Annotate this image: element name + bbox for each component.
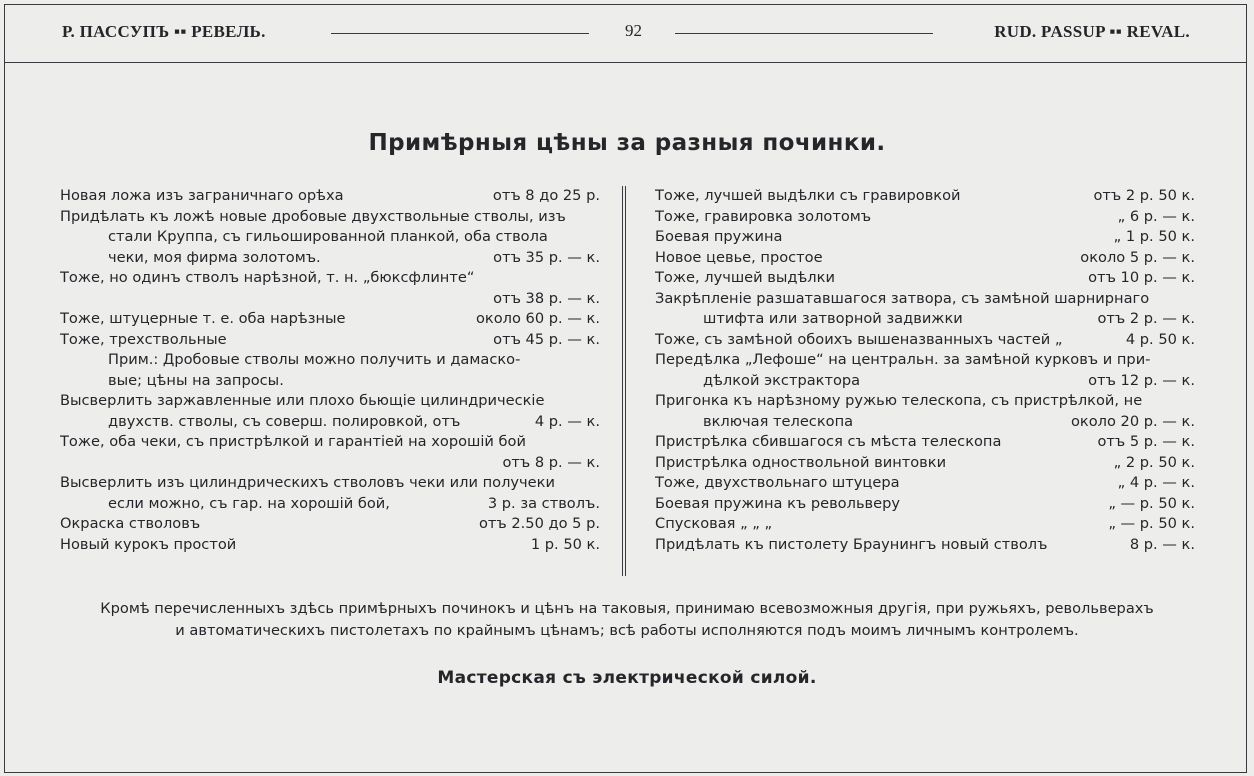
price-row-text: Тоже, съ замѣной обоихъ вышеназванныхъ частей „ [655, 330, 1063, 348]
price-row-price: „ 2 р. 50 к. [1113, 453, 1195, 471]
price-row-price: „ — р. 50 к. [1108, 494, 1195, 512]
price-row-text: Высверлить заржавленные или плохо бьющіе цилиндрическіе [60, 392, 545, 409]
price-row [60, 309, 600, 330]
price-row-price: „ — р. 50 к. [1108, 515, 1195, 532]
price-row [60, 207, 600, 228]
price-row [60, 227, 600, 248]
price-row-text [60, 289, 493, 310]
price-row-text [60, 453, 502, 474]
price-row-price: отъ 2 р. — к. [1097, 310, 1195, 327]
workshop-note: Мастерская съ электрической силой. [437, 668, 817, 688]
header-rule-right [675, 33, 933, 34]
header-left: Р. ПАССУПЪ ▪▪ РЕВЕЛЬ. [62, 22, 266, 41]
price-row [655, 432, 1195, 453]
price-row-text: Окраска стволовъ [60, 515, 201, 532]
price-row [60, 473, 600, 494]
price-row-text: Придѣлать къ пистолету Браунингъ новый стволъ [655, 535, 1048, 553]
price-row-price: отъ 2.50 до 5 р. [479, 515, 600, 532]
price-row [60, 494, 600, 515]
price-row [60, 535, 600, 556]
footer-line-2: и автоматическихъ пистолетахъ по крайнымъ цѣнамъ; всѣ работы исполняются подъ моимъ личнымъ контролемъ. [175, 622, 1079, 639]
price-row [60, 412, 600, 433]
footer-line-1: Кромѣ перечисленныхъ здѣсь примѣрныхъ починокъ и цѣнъ на таковыя, принимаю всевозможныя другія, при ружьяхъ, револьверахъ [100, 600, 1154, 617]
price-row-price: отъ 2 р. 50 к. [1093, 187, 1195, 204]
price-row-text: Тоже, гравировка золотомъ [655, 207, 872, 225]
price-row-price: около 20 р. — к. [1070, 412, 1195, 430]
price-row-text: штифта или затворной задвижки [703, 310, 963, 327]
price-row-text: Пристрѣлка сбившагося съ мѣста телескопа [655, 433, 1002, 450]
price-row-text: Новая ложа изъ заграничнаго орѣха [60, 187, 344, 204]
price-row [655, 309, 1195, 330]
price-row-price: 8 р. — к. [1129, 535, 1195, 553]
page-number: 92 [625, 21, 642, 40]
price-row-price: „ 4 р. — к. [1117, 474, 1195, 491]
price-row-price: 4 р. 50 к. [1125, 330, 1195, 348]
price-row-price: около 60 р. — к. [475, 310, 600, 327]
price-row [655, 330, 1195, 351]
price-list-right [655, 186, 1195, 555]
price-row-text: стали Круппа, съ гильошированной планкой, оба ствола [108, 228, 548, 245]
price-row-text: Тоже, лучшей выдѣлки [655, 269, 835, 286]
price-row-text: если можно, съ гар. на хорошій бой, [108, 494, 390, 512]
price-row-price: отъ 12 р. — к. [1088, 371, 1195, 389]
price-row [655, 535, 1195, 556]
footer-note [0, 598, 1254, 642]
price-row [60, 391, 600, 412]
price-row [655, 248, 1195, 269]
price-row [655, 289, 1195, 310]
price-row [655, 453, 1195, 474]
price-row-price: „ 6 р. — к. [1117, 207, 1195, 225]
price-row-text: вые; цѣны на запросы. [108, 371, 284, 389]
price-row [655, 227, 1195, 248]
price-row-price: 1 р. 50 к. [530, 535, 600, 553]
price-row-text: включая телескопа [703, 412, 854, 430]
price-row [60, 432, 600, 453]
price-row-text: Пригонка къ нарѣзному ружью телескопа, съ пристрѣлкой, не [655, 392, 1143, 409]
price-row-text: Новое цевье, простое [655, 248, 823, 266]
price-row [60, 330, 600, 351]
price-row [655, 268, 1195, 289]
price-row-price: отъ 38 р. — к. [493, 289, 600, 307]
price-row-text: Придѣлать къ ложѣ новые дробовые двухствольные стволы, изъ [60, 207, 566, 225]
price-row-text: дѣлкой экстрактора [703, 371, 861, 389]
header-rule-left [331, 33, 589, 34]
price-row-text: Пристрѣлка одноствольной винтовки [655, 453, 947, 471]
price-row-price: отъ 8 до 25 р. [492, 187, 600, 204]
price-row-text: Тоже, оба чеки, съ пристрѣлкой и гарантіей на хорошій бой [60, 433, 526, 450]
price-row [60, 289, 600, 310]
price-row-text: Спусковая „ „ „ [655, 515, 773, 532]
price-row-price: „ 1 р. 50 к. [1113, 228, 1195, 245]
price-row [60, 186, 600, 207]
price-row-text: Тоже, двухствольнаго штуцера [655, 474, 900, 491]
price-row-text: Боевая пружина [655, 228, 783, 245]
price-row-text: Тоже, но одинъ стволъ нарѣзной, т. н. „бюксфлинте“ [60, 269, 475, 286]
price-row-text: Новый курокъ простой [60, 535, 237, 553]
price-row [655, 412, 1195, 433]
column-divider [622, 186, 626, 576]
price-row-text: Высверлить изъ цилиндрическихъ стволовъ чеки или получеки [60, 474, 555, 491]
price-row [655, 186, 1195, 207]
price-list-left [60, 186, 600, 555]
price-row [60, 453, 600, 474]
price-row-price: отъ 8 р. — к. [502, 453, 600, 471]
price-row-text: Тоже, лучшей выдѣлки съ гравировкой [655, 187, 961, 204]
price-row [60, 371, 600, 392]
price-row-text: чеки, моя фирма золотомъ. [108, 248, 321, 266]
price-row-price: отъ 5 р. — к. [1097, 433, 1195, 450]
price-row-price: около 5 р. — к. [1080, 248, 1195, 266]
price-row [655, 514, 1195, 535]
price-row [60, 268, 600, 289]
price-row-text: Тоже, штуцерные т. е. оба нарѣзные [60, 310, 346, 327]
price-row [655, 207, 1195, 228]
price-row-text: двухств. стволы, съ соверш. полировкой, отъ [108, 412, 461, 430]
price-row-price: 3 р. за стволъ. [487, 494, 600, 512]
price-row [655, 494, 1195, 515]
price-row [655, 391, 1195, 412]
price-row [60, 248, 600, 269]
header-right: RUD. PASSUP ▪▪ REVAL. [994, 22, 1190, 41]
price-row-price: 4 р. — к. [534, 412, 600, 430]
price-row [655, 473, 1195, 494]
price-row-price: отъ 35 р. — к. [493, 248, 600, 266]
price-row-price: отъ 10 р. — к. [1088, 269, 1195, 286]
page-header [5, 5, 1246, 63]
price-row [655, 371, 1195, 392]
price-row-text: Передѣлка „Лефоше“ на центральн. за замѣной курковъ и при- [655, 351, 1151, 368]
price-row-text: Прим.: Дробовые стволы можно получить и дамаско- [108, 351, 521, 368]
price-row-text: Закрѣпленіе разшатавшагося затвора, съ замѣной шарнирнаго [655, 289, 1150, 307]
price-row-text: Тоже, трехствольные [60, 330, 227, 348]
price-row [60, 350, 600, 371]
price-row-text: Боевая пружина къ револьверу [655, 494, 901, 512]
price-row [655, 350, 1195, 371]
price-row-price: отъ 45 р. — к. [493, 330, 600, 348]
price-row [60, 514, 600, 535]
page-title: Примѣрныя цѣны за разныя починки. [368, 130, 886, 156]
